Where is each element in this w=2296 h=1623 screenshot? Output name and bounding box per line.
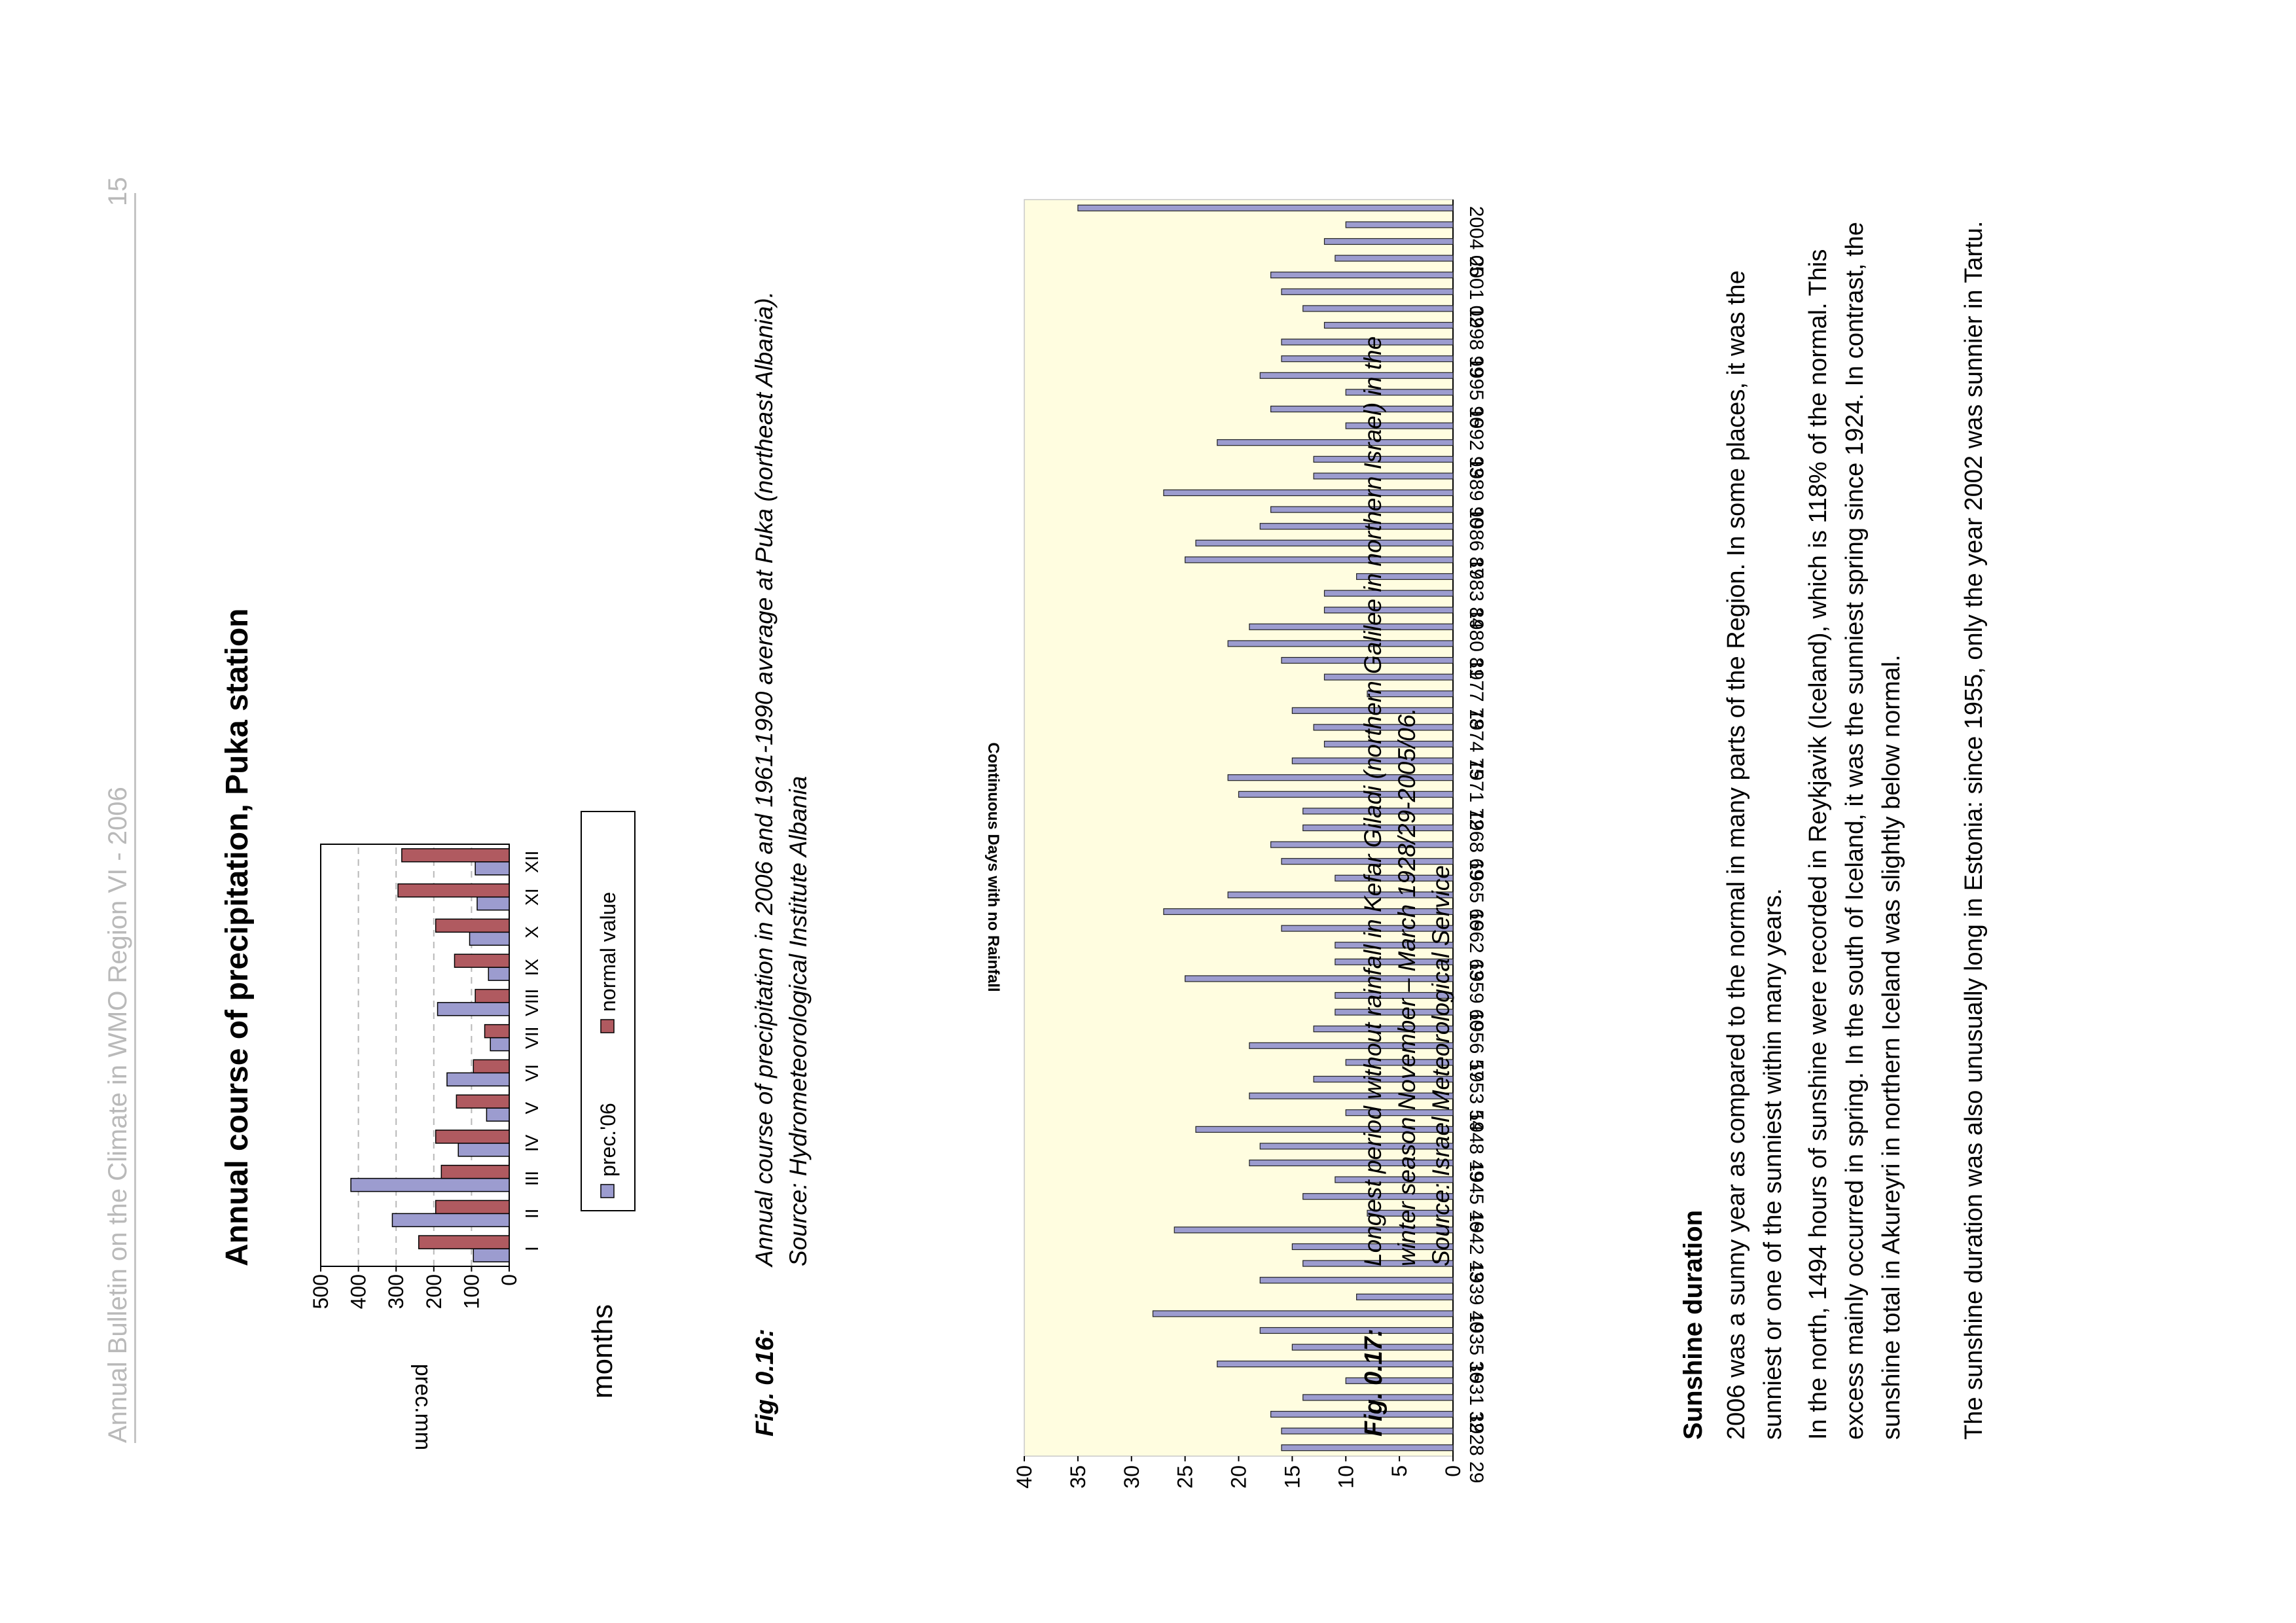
y-tick-label: 400	[346, 1274, 370, 1310]
x-tick-label: 1935 36	[1465, 1311, 1487, 1383]
rainfall-bar	[1335, 255, 1453, 261]
x-tick-label: 1974 75	[1465, 708, 1487, 780]
legend-label: normal value	[596, 891, 620, 1012]
x-tick-label: 1986 87	[1465, 507, 1487, 579]
rainfall-bar	[1271, 272, 1453, 278]
rainfall-bar	[1260, 1277, 1453, 1283]
y-axis-label: Continuous Days with no Rainfall	[984, 742, 1002, 992]
legend-label: prec.'06	[596, 1103, 620, 1177]
y-tick-label: 20	[1227, 1465, 1251, 1489]
x-tick-label: III	[522, 1170, 542, 1186]
rainfall-bar	[1282, 289, 1453, 294]
rainfall-bar	[1078, 205, 1453, 211]
chart-title: Annual course of precipitation, Puka station	[220, 608, 255, 1266]
section-heading: Sunshine duration	[1679, 1209, 1708, 1440]
x-tick-label: 1942 43	[1465, 1211, 1487, 1283]
y-tick-label: 300	[384, 1274, 408, 1310]
y-tick-label: 500	[309, 1274, 332, 1310]
x-tick-label: 1992 93	[1465, 406, 1487, 478]
fig17-label: Fig. 0.17:	[1360, 1329, 1388, 1436]
x-tick-label: 1965 66	[1465, 859, 1487, 931]
fig17-caption	[1356, 336, 1458, 1266]
y-tick-label: 100	[459, 1274, 484, 1310]
x-tick-label: 1945 46	[1465, 1160, 1487, 1232]
x-tick-label: 1971 72	[1465, 758, 1487, 830]
y-tick-label: 10	[1334, 1465, 1358, 1489]
x-tick-label: 1959 60	[1465, 959, 1487, 1031]
x-tick-label: 1928 29	[1465, 1412, 1487, 1484]
x-tick-label: VII	[522, 1026, 542, 1049]
page-number: 15	[103, 177, 132, 206]
y-tick-label: 5	[1388, 1465, 1412, 1477]
x-tick-label: 1995 96	[1465, 357, 1487, 428]
y-tick-label: 0	[1441, 1465, 1465, 1477]
x-tick-label: 1968 69	[1465, 809, 1487, 880]
x-tick-label: II	[522, 1208, 542, 1219]
y-tick-label: 30	[1119, 1465, 1143, 1489]
x-tick-label: 1956 57	[1465, 1010, 1487, 1082]
y-tick-label: 200	[422, 1274, 446, 1310]
rainfall-bar	[1153, 1311, 1454, 1317]
x-tick-label: 1989 90	[1465, 457, 1487, 529]
x-tick-label: 1980 81	[1465, 608, 1487, 679]
x-tick-label: VI	[522, 1064, 542, 1082]
rainfall-bar	[1325, 323, 1454, 329]
paragraph: 2006 was a sunny year as compared to the normal in many parts of the Region. In some places, it was the sunniest or one of the sunniest within many years.	[1723, 270, 1787, 1440]
x-tick-label: 1962 63	[1465, 909, 1487, 981]
rainfall-bar	[1217, 1361, 1453, 1367]
x-tick-label: X	[522, 926, 542, 938]
y-tick-label: 35	[1066, 1465, 1090, 1489]
x-tick-label: 2001 02	[1465, 256, 1487, 328]
rainfall-bar	[1325, 239, 1454, 245]
fig16-caption-source: Source: Hydrometeorological Institute Albania	[785, 776, 812, 1266]
fig16-caption-line1: Annual course of precipitation in 2006 and 1961-1990 average at Puka (northeast Albania).	[751, 291, 778, 1266]
x-tick-label: 1931 32	[1465, 1362, 1487, 1433]
fig17-caption-source: Source: Israel Meteorological Service	[1427, 865, 1454, 1266]
x-tick-label: I	[522, 1246, 542, 1252]
x-tick-label: IV	[522, 1134, 542, 1152]
x-tick-label: 1983 84	[1465, 558, 1487, 629]
x-tick-label: 1977 78	[1465, 658, 1487, 730]
rainfall-bar	[1303, 306, 1453, 312]
rainfall-bar	[1282, 1445, 1453, 1451]
running-header: Annual Bulletin on the Climate in WMO Region VI - 2006	[103, 787, 132, 1443]
x-tick-label: 1939 40	[1465, 1261, 1487, 1333]
rainfall-bar	[1346, 222, 1453, 228]
y-tick-label: 0	[497, 1274, 521, 1286]
fig17-caption-line2: winter season November – March 1928/29-2005/06.	[1393, 707, 1420, 1266]
x-tick-label: XII	[522, 850, 542, 873]
y-axis-label: prec.mm	[410, 1363, 435, 1451]
y-tick-label: 25	[1173, 1465, 1197, 1489]
y-tick-label: 40	[1013, 1465, 1036, 1489]
x-tick-label: 1953 54	[1465, 1060, 1487, 1132]
y-tick-label: 15	[1280, 1465, 1304, 1489]
x-tick-label: 2004 05	[1465, 205, 1487, 277]
fig16-label: Fig. 0.16:	[751, 1329, 779, 1436]
paragraph: The sunshine duration was also unusually long in Estonia: since 1955, only the year 2002 was sunnier in Tartu.	[1960, 221, 1988, 1440]
paragraph: In the north, 1494 hours of sunshine were recorded in Reykjavik (Iceland), which is 118% of the normal. This excess mainly occurred in spring. In the south of Iceland, it was the sunniest spring since 1924. In contrast, the sunshine total in Akureyri in northern Iceland was slightly below normal.	[1804, 222, 1905, 1440]
x-tick-label: VIII	[522, 988, 542, 1016]
x-tick-label: 1948 49	[1465, 1111, 1487, 1182]
x-tick-label: V	[522, 1101, 542, 1115]
x-tick-label: IX	[522, 958, 542, 976]
x-tick-label: XI	[522, 888, 542, 906]
fig17-caption-line1: Longest period without rainfall in Kefar Giladi (northern Galilee in northern Israel) in the	[1359, 336, 1386, 1266]
rainfall-bar	[1357, 1294, 1453, 1300]
x-axis-label: months	[586, 1304, 619, 1399]
x-tick-label: 1998 99	[1465, 306, 1487, 378]
rainfall-bar	[1260, 1328, 1453, 1334]
